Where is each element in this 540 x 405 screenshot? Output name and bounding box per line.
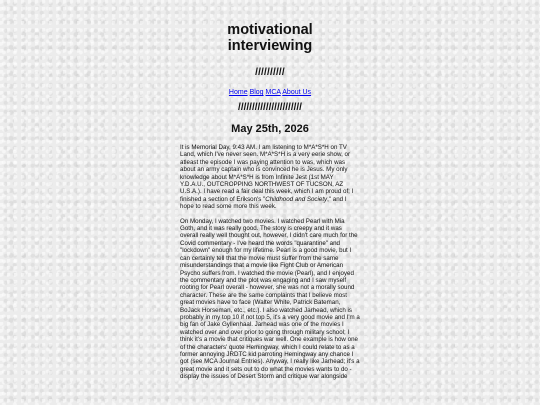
post-body (180, 144, 360, 381)
nav-link-blog[interactable]: Blog (249, 89, 264, 96)
nav-link-home[interactable]: Home (228, 89, 248, 96)
nav-link-about[interactable]: About Us (282, 89, 312, 96)
post-date: May 25th, 2026 (231, 123, 309, 135)
book-title: Childhood and Society (265, 195, 328, 203)
title-divider: ////////// (255, 67, 285, 78)
post-paragraph-2: On Monday, I watched two movies. I watched Pearl with Mia Goth, and it was really good. The story is creepy and it was overall really well thought out, however, I didn't care much for the Covid commentary - I've heard the words "quarantine" and "lockdown" enough for my lifetime. Pearl is a good movie, but I can certainly tell that the movie must suffer from the same misunderstandings that a movie like Fight Club or American Psycho suffers from. I watched the movie (Pearl), and I enjoyed the commentary and the plot was engaging and I saw myself rooting for Pearl overall - however, she was not a morally sound character. These are the same complaints that I believe most great movies have to face (Walter White, Patrick Bateman, BoJack Horseman, etc., etc.). I also watched Jarhead, which is probably in my top 10 if not top 5, it's a very good movie and I'm a big fan of Jake Gyllenhaal. Jarhead was one of the movies I watched over and over prior to going through military school; I think it's a movie that critiques war well. One example is how one of the characters' quote Hemingway, which I could relate to as a former annoying JRDTC kid parroting Hemingway any chance I got (see MCA Journal Entries). Anyway, I really like Jarhead; it's a great movie and it sets out to do what the movies wants to do - display the issues of Desert Storm and critique war alongside (180, 217, 360, 381)
main-nav (180, 89, 360, 96)
site-title-line1: motivational (227, 22, 313, 38)
post-paragraph-1-text-b: ," and I hope to read some more this week. (180, 195, 347, 211)
site-title-line2: interviewing (227, 38, 313, 54)
post-paragraph-1-text-a: It is Memorial Day, 9:43 AM. I am listening to M*A*S*H on TV Land, which I've never seen. M*A*S*H is a very eerie show, or atleast the episode I was paying attention to was, which was about an army captain who is convinced he is Jesus. My only knowledge about M*A*S*H is from Infinite Jest (1st MAY Y.D.A.U., OUTCROPPING NORTHWEST OF TUCSON, AZ U.S.A.). I have read a fair deal this week, which I am proud of; I finished a section of Erikson's " (180, 144, 354, 203)
post-paragraph-1 (180, 144, 360, 211)
nav-link-mca[interactable]: MCA (265, 89, 281, 96)
site-title (180, 22, 360, 54)
page-container (180, 0, 360, 381)
nav-divider: /////////////////////// (238, 102, 302, 113)
